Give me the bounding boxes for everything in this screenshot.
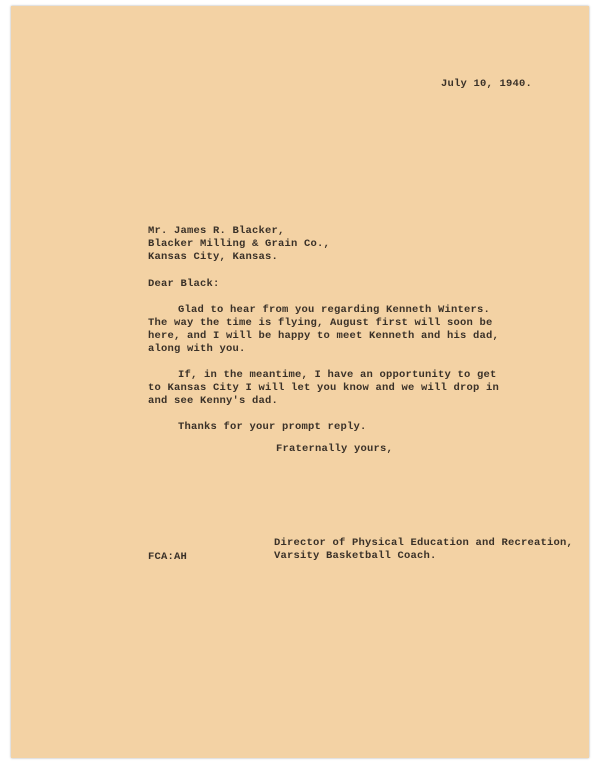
- address-line: Mr. James R. Blacker,: [148, 225, 285, 237]
- paragraph-line: Thanks for your prompt reply.: [178, 421, 367, 433]
- paragraph-line: along with you.: [148, 343, 246, 355]
- signature-title: Director of Physical Education and Recreation,: [274, 537, 574, 549]
- letter-date: July 10, 1940.: [441, 78, 533, 90]
- paragraph-line: to Kansas City I will let you know and we will drop in: [148, 382, 500, 394]
- address-line: Blacker Milling & Grain Co.,: [148, 238, 331, 250]
- signature-title: Varsity Basketball Coach.: [274, 550, 437, 562]
- paragraph-line: If, in the meantime, I have an opportunity to get: [178, 369, 497, 381]
- paragraph-line: here, and I will be happy to meet Kenneth and his dad,: [148, 330, 500, 342]
- letter-page: [11, 6, 589, 758]
- closing: Fraternally yours,: [276, 443, 394, 455]
- paragraph-line: The way the time is flying, August first will soon be: [148, 317, 493, 329]
- salutation: Dear Black:: [148, 278, 220, 290]
- address-line: Kansas City, Kansas.: [148, 251, 279, 263]
- paragraph-line: Glad to hear from you regarding Kenneth Winters.: [178, 304, 491, 316]
- reference-initials: FCA:AH: [148, 551, 188, 563]
- paragraph-line: and see Kenny's dad.: [148, 395, 279, 407]
